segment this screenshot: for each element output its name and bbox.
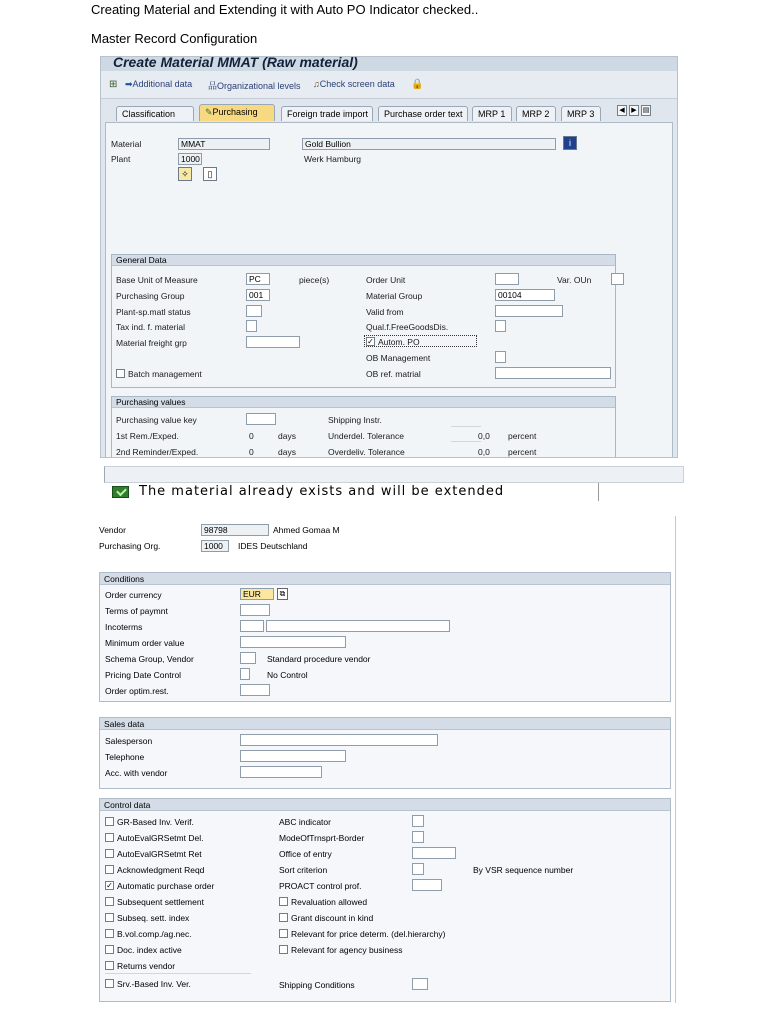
- abc-indicator-field[interactable]: [412, 815, 424, 827]
- min-order-value-field[interactable]: [240, 636, 346, 648]
- tab-list-button[interactable]: ▤: [642, 107, 650, 114]
- document-subheading: Master Record Configuration: [91, 31, 258, 46]
- sort-criterion-description: By VSR sequence number: [473, 865, 574, 875]
- sort-criterion-label: Sort criterion: [279, 865, 328, 875]
- order-unit-label: Order Unit: [366, 275, 406, 285]
- proact-control-field[interactable]: [412, 879, 442, 891]
- tab-purchase-order-text[interactable]: [378, 106, 468, 121]
- incoterms-label: Incoterms: [105, 622, 143, 632]
- plant-description: Werk Hamburg: [304, 154, 361, 164]
- autoeval-gr-ret-checkbox[interactable]: [105, 849, 114, 858]
- office-of-entry-label: Office of entry: [279, 849, 332, 859]
- screen-title: Create Material MMAT (Raw material): [113, 56, 358, 70]
- check-screen-data-button[interactable]: [313, 79, 395, 89]
- first-reminder-label: 1st Rem./Exped.: [116, 431, 179, 441]
- status-bar: [104, 466, 684, 502]
- value-help-icon[interactable]: ⧉: [277, 588, 288, 600]
- check-icon: ♫: [313, 79, 320, 89]
- autoeval-gr-del-checkbox[interactable]: [105, 833, 114, 842]
- org-levels-button[interactable]: [208, 79, 301, 92]
- acknowledgment-reqd-checkbox[interactable]: [105, 865, 114, 874]
- success-check-icon: [112, 486, 129, 498]
- telephone-field[interactable]: [240, 750, 346, 762]
- proact-control-label: PROACT control prof.: [279, 881, 362, 891]
- create-material-screen: [100, 56, 678, 458]
- vendor-name: Ahmed Gomaa M: [273, 525, 340, 535]
- order-optim-field[interactable]: [240, 684, 270, 696]
- status-message[interactable]: [109, 483, 599, 501]
- purchasing-org-name: IDES Deutschland: [238, 541, 308, 551]
- returns-vendor-label: Returns vendor: [117, 961, 176, 971]
- material-description-field[interactable]: Gold Bullion: [302, 138, 556, 150]
- qual-free-goods-label: Qual.f.FreeGoodsDis.: [366, 322, 449, 332]
- mode-of-transport-label: ModeOfTrnsprt-Border: [279, 833, 365, 843]
- subseq-sett-index-label: Subseq. sett. index: [117, 913, 190, 923]
- schema-group-field[interactable]: [240, 652, 256, 664]
- order-unit-field[interactable]: [495, 273, 519, 285]
- automatic-purchase-order-label: Automatic purchase order: [117, 881, 215, 891]
- separator-line: [105, 973, 251, 974]
- pricing-date-control-description: No Control: [267, 670, 308, 680]
- vendor-label: Vendor: [99, 525, 126, 535]
- screen-titlebar: [101, 57, 677, 71]
- ob-ref-material-label: OB ref. matrial: [366, 369, 421, 379]
- shipping-conditions-label: Shipping Conditions: [279, 980, 355, 990]
- org-data-icon[interactable]: ✧: [178, 167, 192, 181]
- purchasing-tab-icon: ✎: [205, 107, 213, 117]
- sales-data-group: [99, 717, 671, 789]
- doc-index-active-checkbox[interactable]: [105, 945, 114, 954]
- purchasing-tab-content: [105, 122, 673, 458]
- tab-classification[interactable]: [116, 106, 194, 121]
- plant-field[interactable]: 1000: [178, 153, 202, 165]
- conditions-group: [99, 572, 671, 702]
- autoeval-gr-del-label: AutoEvalGRSetmt Del.: [117, 833, 204, 843]
- qual-free-goods-field[interactable]: [495, 320, 506, 332]
- pricing-date-control-label: Pricing Date Control: [105, 670, 182, 680]
- subseq-sett-index-checkbox[interactable]: [105, 913, 114, 922]
- tab-scroll-left-button[interactable]: ◀: [617, 105, 627, 116]
- plant-label: Plant: [111, 154, 131, 164]
- relevant-agency-business-checkbox[interactable]: [279, 945, 288, 954]
- tab-label: MRP 2: [522, 109, 550, 119]
- purchasing-value-key-label: Purchasing value key: [116, 415, 197, 425]
- tab-mrp-3[interactable]: [561, 106, 601, 121]
- info-icon[interactable]: i: [563, 136, 577, 150]
- incoterms-field[interactable]: [240, 620, 264, 632]
- min-order-value-label: Minimum order value: [105, 638, 185, 648]
- additional-data-button[interactable]: [125, 79, 192, 90]
- material-group-field[interactable]: 00104: [495, 289, 555, 301]
- material-group-label: Material Group: [366, 291, 423, 301]
- tax-indicator-field[interactable]: [246, 320, 257, 332]
- underdel-tolerance-value[interactable]: 0,0: [478, 431, 490, 441]
- incoterms-part2-field[interactable]: [266, 620, 450, 632]
- gr-based-inv-verif-checkbox[interactable]: [105, 817, 114, 826]
- freight-group-field[interactable]: [246, 336, 300, 348]
- purchasing-org-label: Purchasing Org.: [99, 541, 161, 551]
- order-currency-field[interactable]: EUR: [240, 588, 274, 600]
- application-toolbar: [101, 71, 677, 99]
- document-icon[interactable]: ▯: [203, 167, 217, 181]
- tab-scroll-right-button[interactable]: ▶: [629, 105, 639, 116]
- vendor-field[interactable]: 98798: [201, 524, 269, 536]
- conditions-header: Conditions: [100, 573, 670, 585]
- sales-data-header: Sales data: [100, 718, 670, 730]
- second-reminder-label: 2nd Reminder/Exped.: [116, 447, 199, 457]
- salesperson-label: Salesperson: [105, 736, 153, 746]
- org-levels-label: Organizational levels: [217, 81, 301, 91]
- grant-discount-label: Grant discount in kind: [291, 913, 374, 923]
- tab-label: Classification: [122, 109, 176, 119]
- tab-label: Foreign trade import: [287, 109, 369, 119]
- tab-label: Purchase order text: [384, 109, 463, 119]
- telephone-label: Telephone: [105, 752, 145, 762]
- acknowledgment-reqd-label: Acknowledgment Reqd: [117, 865, 205, 875]
- gr-based-inv-verif-label: GR-Based Inv. Verif.: [117, 817, 194, 827]
- plant-status-field[interactable]: [246, 305, 262, 317]
- shipping-instr-label: Shipping Instr.: [328, 415, 382, 425]
- overdeliv-tolerance-label: Overdeliv. Tolerance: [328, 447, 405, 457]
- purchasing-group-label: Purchasing Group: [116, 291, 185, 301]
- tab-label: MRP 3: [567, 109, 595, 119]
- abc-indicator-label: ABC indicator: [279, 817, 331, 827]
- valid-from-label: Valid from: [366, 307, 404, 317]
- purchasing-value-key-field[interactable]: [246, 413, 276, 425]
- order-currency-label: Order currency: [105, 590, 162, 600]
- autoeval-gr-ret-label: AutoEvalGRSetmt Ret: [117, 849, 202, 859]
- order-optim-label: Order optim.rest.: [105, 686, 169, 696]
- tab-mrp-2[interactable]: [516, 106, 556, 121]
- subsequent-settlement-checkbox[interactable]: [105, 897, 114, 906]
- doc-index-active-label: Doc. index active: [117, 945, 182, 955]
- base-uom-field[interactable]: PC: [246, 273, 270, 285]
- tab-purchasing[interactable]: [199, 104, 275, 121]
- purchasing-org-field[interactable]: 1000: [201, 540, 229, 552]
- plant-status-label: Plant-sp.matl status: [116, 307, 191, 317]
- var-oun-field[interactable]: [611, 273, 624, 285]
- schema-group-description: Standard procedure vendor: [267, 654, 371, 664]
- control-data-header: Control data: [100, 799, 670, 811]
- document-heading: Creating Material and Extending it with Auto PO Indicator checked..: [91, 2, 479, 17]
- relevant-agency-business-label: Relevant for agency business: [291, 945, 403, 955]
- vendor-purchasing-screen: [95, 516, 676, 1003]
- batch-management-label: Batch management: [128, 369, 202, 379]
- material-field[interactable]: MMAT: [178, 138, 270, 150]
- office-of-entry-field[interactable]: [412, 847, 456, 859]
- org-structure-icon: 品: [208, 81, 218, 91]
- base-uom-description: piece(s): [299, 275, 330, 285]
- autom-po-label: Autom. PO: [378, 337, 420, 347]
- views-icon[interactable]: ⊞: [109, 79, 118, 90]
- mode-of-transport-field[interactable]: [412, 831, 424, 843]
- second-reminder-value[interactable]: 0: [249, 447, 254, 457]
- percent-unit: percent: [508, 447, 537, 457]
- general-data-header: General Data: [112, 255, 615, 266]
- acc-with-vendor-label: Acc. with vendor: [105, 768, 168, 778]
- base-uom-label: Base Unit of Measure: [116, 275, 198, 285]
- tab-mrp-1[interactable]: [472, 106, 512, 121]
- ob-management-field[interactable]: [495, 351, 506, 363]
- days-unit: days: [278, 431, 296, 441]
- tax-indicator-label: Tax ind. f. material: [116, 322, 185, 332]
- valid-from-field[interactable]: [495, 305, 563, 317]
- revaluation-allowed-label: Revaluation allowed: [291, 897, 368, 907]
- batch-management-checkbox[interactable]: [116, 369, 125, 378]
- first-reminder-value[interactable]: 0: [249, 431, 254, 441]
- salesperson-field[interactable]: [240, 734, 438, 746]
- tab-foreign-trade-import[interactable]: [281, 106, 373, 121]
- var-oun-label: Var. OUn: [557, 275, 592, 285]
- grant-discount-checkbox[interactable]: [279, 913, 288, 922]
- shipping-instr-field[interactable]: [451, 426, 481, 427]
- underdel-tolerance-label: Underdel. Tolerance: [328, 431, 404, 441]
- srv-based-inv-ver-checkbox[interactable]: [105, 979, 114, 988]
- percent-unit: percent: [508, 431, 537, 441]
- ob-ref-material-field[interactable]: [495, 367, 611, 379]
- subsequent-settlement-label: Subsequent settlement: [117, 897, 204, 907]
- command-line[interactable]: [104, 466, 684, 483]
- tab-strip: [111, 104, 671, 122]
- ob-management-label: OB Management: [366, 353, 431, 363]
- relevant-price-determ-label: Relevant for price determ. (del.hierarchy): [291, 929, 446, 939]
- schema-group-label: Schema Group, Vendor: [105, 654, 194, 664]
- terms-of-payment-field[interactable]: [240, 604, 270, 616]
- bvol-comp-checkbox[interactable]: [105, 929, 114, 938]
- automatic-purchase-order-checkbox[interactable]: ✓: [106, 881, 113, 890]
- purchasing-group-field[interactable]: 001: [246, 289, 270, 301]
- check-screen-data-label: Check screen data: [319, 79, 395, 89]
- acc-with-vendor-field[interactable]: [240, 766, 322, 778]
- revaluation-allowed-checkbox[interactable]: [279, 897, 288, 906]
- lock-icon[interactable]: 🔒: [411, 79, 424, 90]
- terms-of-payment-label: Terms of paymnt: [105, 606, 168, 616]
- material-label: Material: [111, 139, 142, 149]
- srv-based-inv-ver-label: Srv.-Based Inv. Ver.: [117, 979, 191, 989]
- days-unit: days: [278, 447, 296, 457]
- relevant-price-determ-checkbox[interactable]: [279, 929, 288, 938]
- autom-po-checkbox[interactable]: ✓: [367, 337, 374, 346]
- bvol-comp-label: B.vol.comp./ag.nec.: [117, 929, 192, 939]
- overdeliv-tolerance-value[interactable]: 0,0: [478, 447, 490, 457]
- sort-criterion-field[interactable]: [412, 863, 424, 875]
- freight-group-label: Material freight grp: [116, 338, 187, 348]
- field-underline: [451, 441, 481, 442]
- additional-data-label: Additional data: [132, 79, 193, 89]
- status-message-text: The material already exists and will be extended: [139, 484, 505, 499]
- shipping-conditions-field[interactable]: [412, 978, 428, 990]
- tab-label: MRP 1: [478, 109, 506, 119]
- purchasing-values-header: Purchasing values: [112, 397, 615, 408]
- returns-vendor-checkbox[interactable]: [105, 961, 114, 970]
- arrow-right-icon: ➡: [125, 79, 133, 89]
- pricing-date-control-field[interactable]: [240, 668, 250, 680]
- tab-label: Purchasing: [212, 107, 258, 117]
